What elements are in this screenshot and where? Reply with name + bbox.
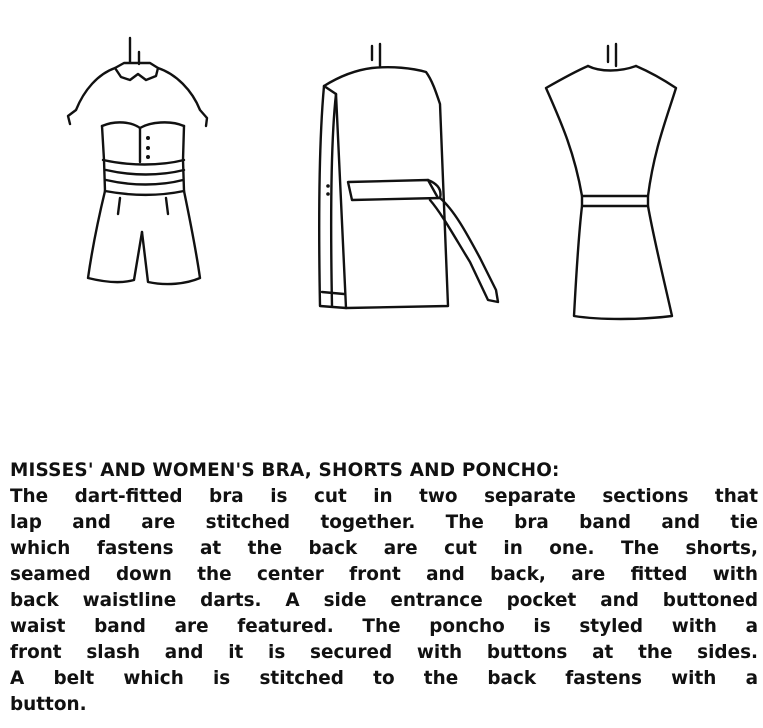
pattern-description	[10, 458, 758, 718]
description-line: lap and are stitched together. The bra band and tie	[10, 512, 758, 533]
description-line: button.	[10, 694, 87, 715]
description-line: back waistline darts. A side entrance pocket and buttoned	[10, 590, 758, 611]
description-line: which fastens at the back are cut in one. The shorts,	[10, 538, 758, 559]
poncho-side-view-with-belt	[319, 44, 498, 308]
description-heading: MISSES' AND WOMEN'S BRA, SHORTS AND PONCHO:	[10, 460, 560, 481]
description-line: front slash and it is secured with buttons at the sides.	[10, 642, 758, 663]
description-line: A belt which is stitched to the back fastens with a	[10, 668, 758, 689]
description-line: The dart-fitted bra is cut in two separate sections that	[10, 486, 758, 507]
bra-and-shorts-front-view	[68, 38, 207, 284]
description-line: seamed down the center front and back, are fitted with	[10, 564, 758, 585]
description-line: waist band are featured. The poncho is styled with a	[10, 616, 758, 637]
poncho-front-view	[546, 44, 676, 319]
